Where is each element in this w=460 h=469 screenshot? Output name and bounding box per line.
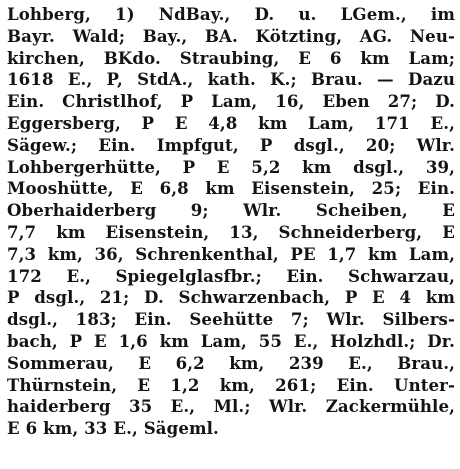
entry-line: Lohberg, 1) NdBay., D. u. LGem., im (7, 4, 455, 24)
entry-line: bach, P E 1,6 km Lam, 55 E., Holzhdl.; Dr. (7, 330, 455, 351)
entry-line: Mooshütte, E 6,8 km Eisenstein, 25; Ein. (7, 178, 455, 199)
entry-line: Lohbergerhütte, P E 5,2 km dsgl., 39, (7, 156, 455, 177)
entry-line: Oberhaiderberg 9; Wlr. Scheiben, E (7, 200, 455, 221)
entry-line: Eggersberg, P E 4,8 km Lam, 171 E., (7, 112, 455, 133)
entry-line: Bayr. Wald; Bay., BA. Kötzting, AG. Neu- (7, 25, 455, 46)
entry-line: kirchen, BKdo. Straubing, E 6 km Lam; (7, 47, 455, 68)
entry-line: P dsgl., 21; D. Schwarzenbach, P E 4 km (7, 287, 455, 308)
entry-line: 172 E., Spiegelglasfbr.; Ein. Schwarzau, (7, 265, 455, 286)
entry-line: 7,7 km Eisenstein, 13, Schneiderberg, E (7, 221, 455, 242)
entry-line: Sägew.; Ein. Impfgut, P dsgl., 20; Wlr. (7, 134, 455, 155)
gazetteer-entry-lohberg (7, 4, 455, 440)
entry-line: Thürnstein, E 1,2 km, 261; Ein. Unter- (7, 374, 455, 395)
entry-line: Sommerau, E 6,2 km, 239 E., Brau., (7, 352, 455, 373)
entry-line: E 6 km, 33 E., Sägeml. (7, 418, 219, 439)
entry-line: 1618 E., P, StdA., kath. K.; Brau. — Dazu (7, 69, 455, 90)
entry-line: 7,3 km, 36, Schrenkenthal, PE 1,7 km Lam, (7, 243, 455, 264)
entry-line: haiderberg 35 E., Ml.; Wlr. Zackermühle, (7, 396, 455, 417)
entry-line: Ein. Christlhof, P Lam, 16, Eben 27; D. (7, 91, 455, 112)
entry-line: dsgl., 183; Ein. Seehütte 7; Wlr. Silbers- (7, 309, 455, 330)
